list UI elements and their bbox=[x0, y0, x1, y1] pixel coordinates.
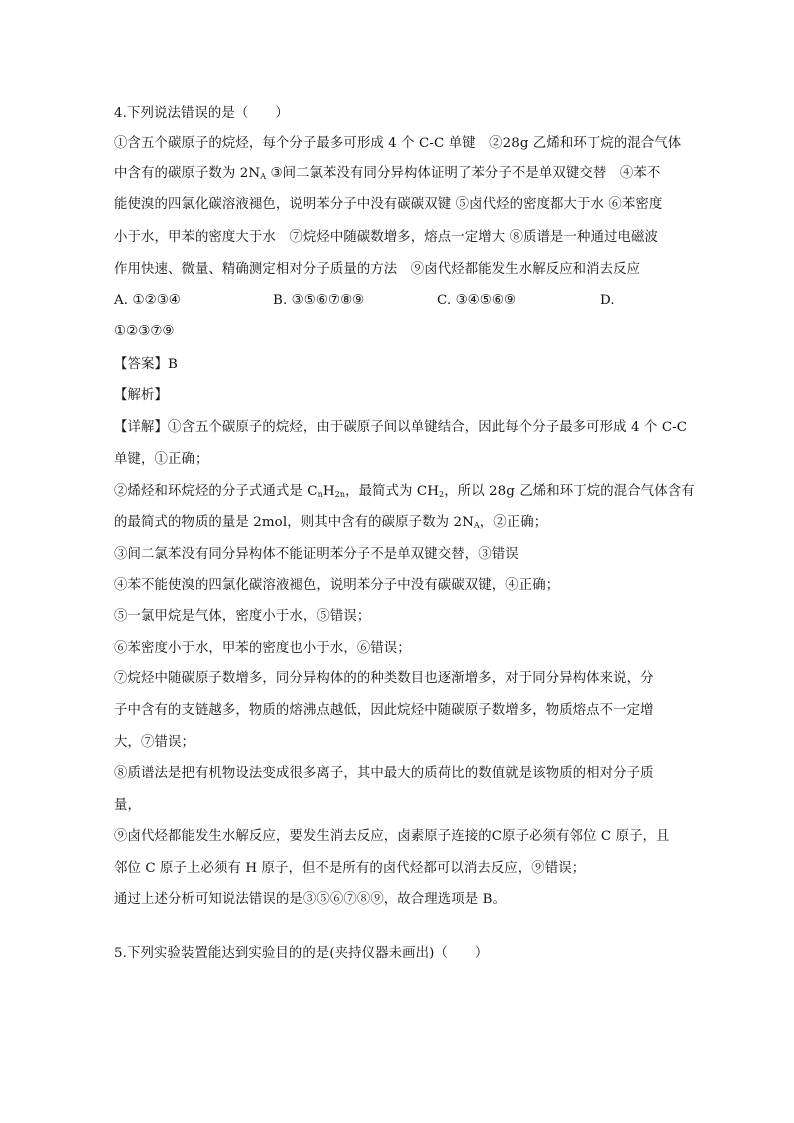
option-a: A. ①②③④ bbox=[114, 293, 181, 308]
question-4-line-2: 中含有的碳原子数为 $2N_A$ ③间二氯苯没有同分异构体证明了苯分子不是单双键交替 ④苯不 bbox=[114, 166, 661, 181]
detail-line-6: ④苯不能使溴的四氯化碳溶液褪色，说明苯分子中没有碳碳双键，④正确； bbox=[114, 578, 560, 593]
answer-line: 【答案】B bbox=[114, 357, 178, 372]
detail-line-3: ②烯烃和环烷烃的分子式通式是 $C_nH_{2n}$，最简式为 $CH_2$，所以 28g 乙烯和环丁烷的混合气体含有 bbox=[114, 484, 695, 499]
question-4-line-1: ①含五个碳原子的烷烃，每个分子最多可形成 4 个 C-C 单键 ②28g 乙烯和环丁烷的混合气体 bbox=[114, 136, 682, 151]
detail-line-9: ⑦烷烃中随碳原子数增多，同分异构体的的种类数目也逐渐增多，对于同分异构体来说，分 bbox=[114, 671, 654, 686]
detail-line-5: ③间二氯苯没有同分异构体不能证明苯分子不是单双键交替，③错误 bbox=[114, 547, 519, 562]
detail-line-10: 子中含有的支链越多，物质的熔沸点越低，因此烷烃中随碳原子数增多，物质熔点不一定增 bbox=[114, 703, 654, 718]
option-b: B. ③⑤⑥⑦⑧⑨ bbox=[273, 293, 365, 308]
detail-line-11: 大，⑦错误； bbox=[114, 735, 195, 750]
option-c: C. ③④⑤⑥⑨ bbox=[437, 293, 517, 308]
detail-line-16: 通过上述分析可知说法错误的是③⑤⑥⑦⑧⑨，故合理选项是 B。 bbox=[114, 892, 507, 907]
detail-line-7: ⑤一氯甲烷是气体，密度小于水，⑤错误； bbox=[114, 609, 371, 624]
question-4-line-5: 作用快速、微量、精确测定相对分子质量的方法 ⑨卤代烃都能发生水解反应和消去反应 bbox=[114, 262, 641, 277]
detail-line-2: 单键，①正确； bbox=[114, 452, 209, 467]
analysis-heading: 【解析】 bbox=[114, 388, 168, 403]
detail-line-1: 【详解】①含五个碳原子的烷烃，由于碳原子间以单键结合，因此每个分子最多可形成 4 个 C-C bbox=[114, 420, 688, 435]
detail-line-15: 邻位 C 原子上必须有 H 原子，但不是所有的卤代烃都可以消去反应，⑨错误； bbox=[114, 861, 586, 876]
detail-line-14: ⑨卤代烃都能发生水解反应，要发生消去反应，卤素原子连接的C原子必须有邻位 C 原子，且 bbox=[114, 829, 670, 844]
detail-line-8: ⑥苯密度小于水，甲苯的密度也小于水，⑥错误； bbox=[114, 641, 411, 656]
question-4-stem: 4.下列说法错误的是（ ） bbox=[114, 106, 289, 121]
option-d-value: ①②③⑦⑨ bbox=[114, 324, 175, 339]
detail-line-4: 的最简式的物质的量是 2mol，则其中含有的碳原子数为 $2N_A$，②正确； bbox=[114, 515, 548, 530]
detail-line-12: ⑧质谱法是把有机物设法变成很多离子，其中最大的质荷比的数值就是该物质的相对分子质 bbox=[114, 766, 654, 781]
option-d: D. bbox=[600, 293, 615, 308]
question-5-stem: 5.下列实验装置能达到实验目的的是(夹持仪器未画出)（ ） bbox=[114, 946, 489, 961]
detail-line-13: 量， bbox=[114, 798, 141, 813]
question-4-line-3: 能使溴的四氯化碳溶液褪色，说明苯分子中没有碳碳双键 ⑤卤代烃的密度都大于水 ⑥苯密度 bbox=[114, 197, 663, 212]
question-4-line-4: 小于水，甲苯的密度大于水 ⑦烷烃中随碳数增多，熔点一定增大 ⑧质谱是一种通过电磁波 bbox=[114, 230, 658, 245]
